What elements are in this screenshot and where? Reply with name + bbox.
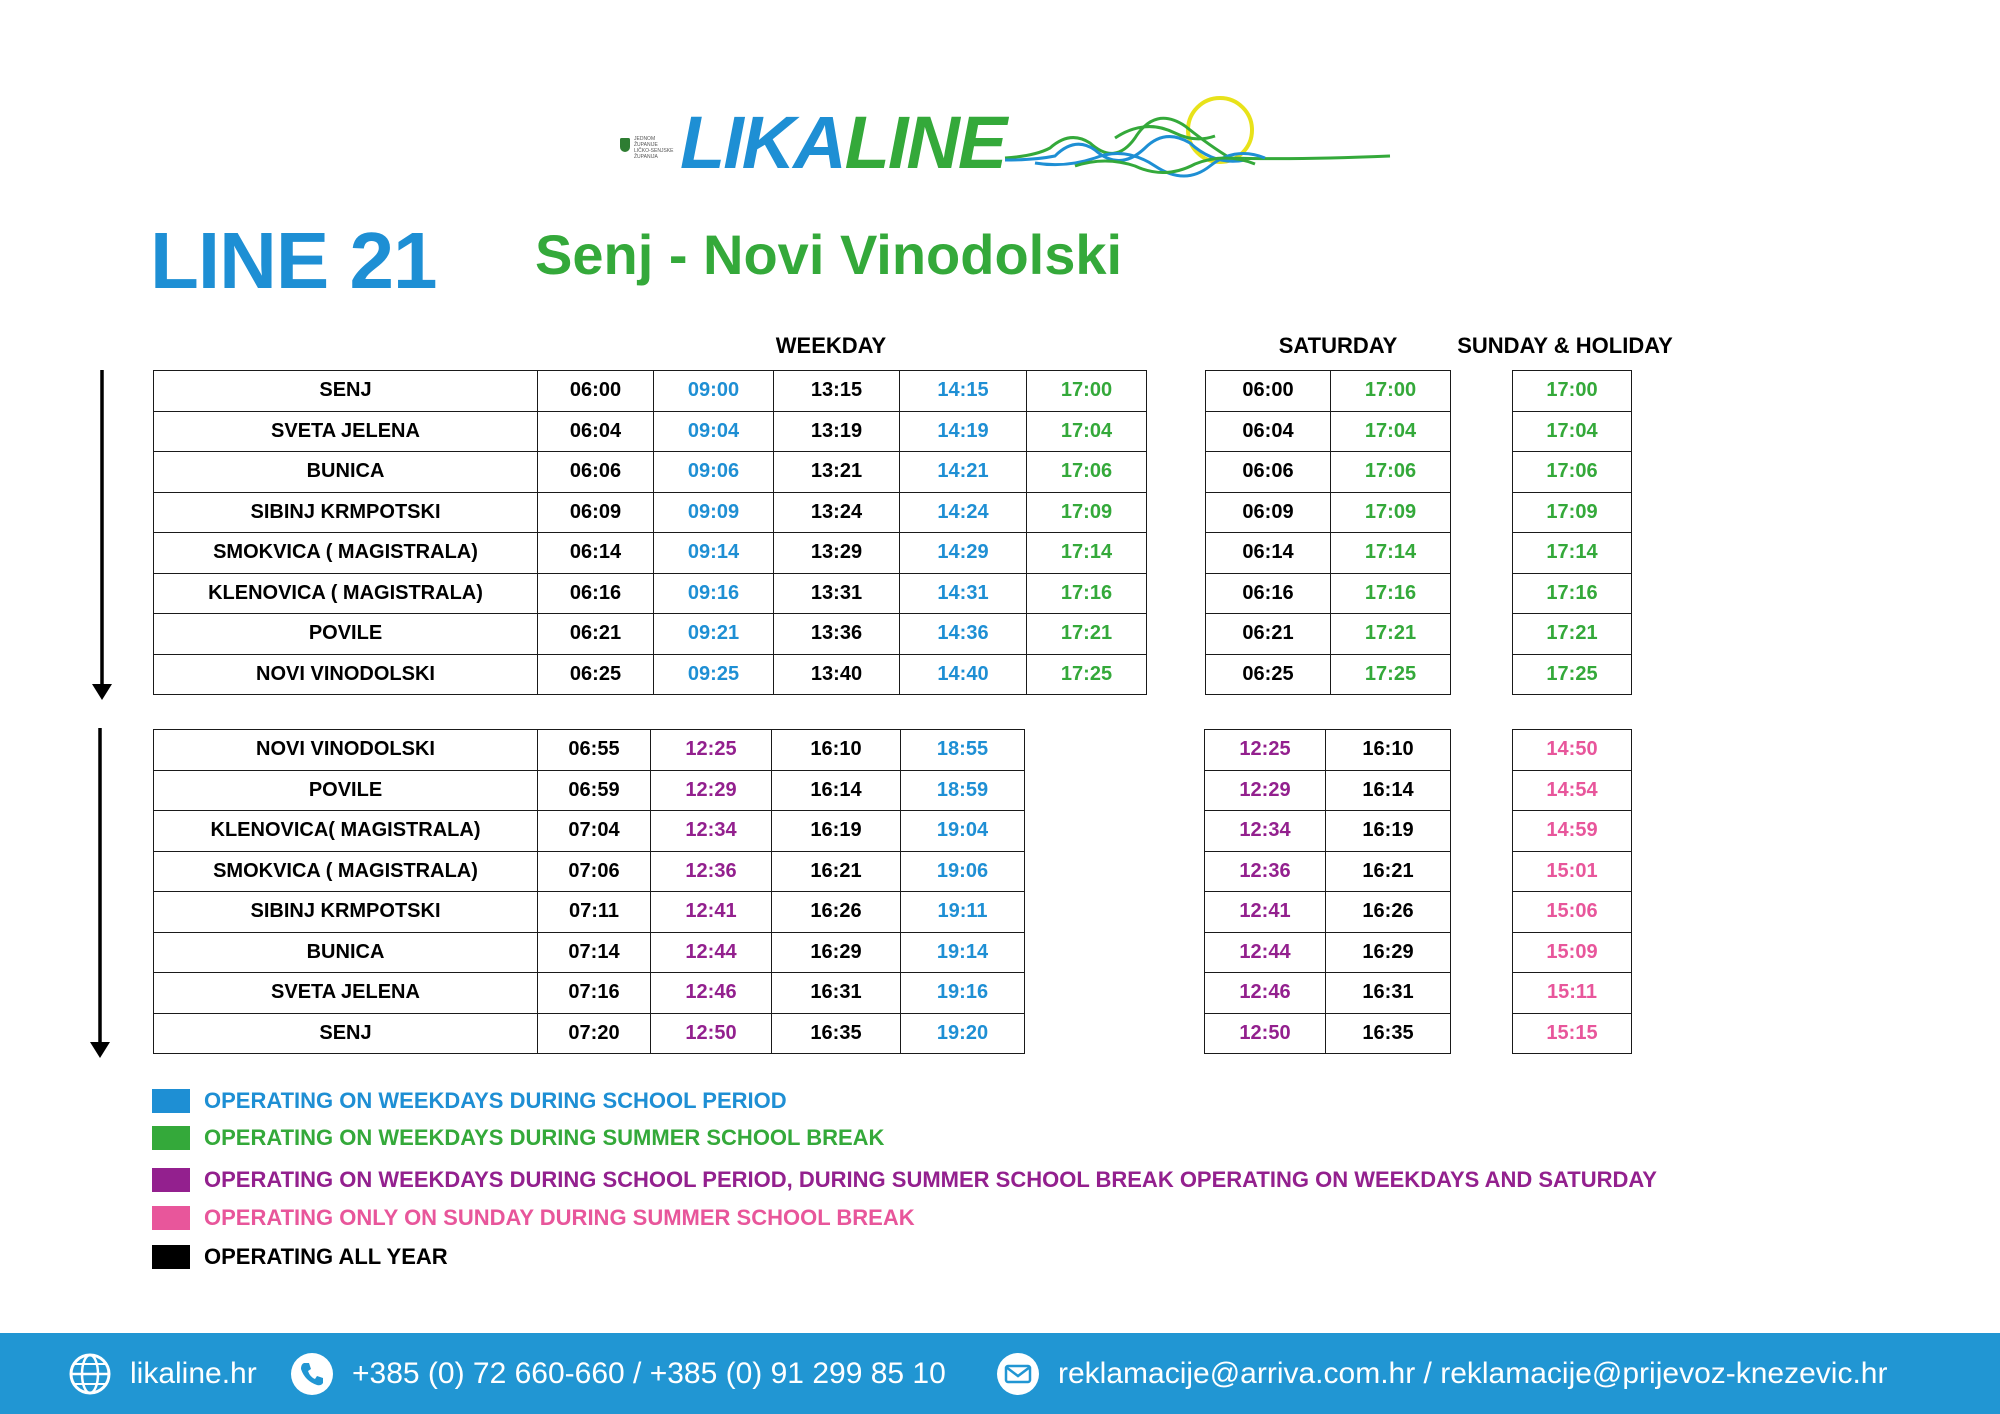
- weekday-header: WEEKDAY: [775, 333, 887, 358]
- line-number: LINE 21: [150, 216, 437, 305]
- table-row: [1513, 492, 1632, 533]
- table-row: [154, 851, 1025, 892]
- timetable-2-saturday: [1204, 729, 1451, 1054]
- table-row: [154, 411, 1147, 452]
- departure-time: 14:21: [900, 452, 1027, 493]
- departure-time: 18:59: [901, 770, 1025, 811]
- table-row: [1513, 371, 1632, 412]
- legend-text: OPERATING ON WEEKDAYS DURING SCHOOL PERIOD: [204, 1088, 787, 1113]
- departure-time: 12:34: [1205, 811, 1326, 852]
- departure-time: 14:15: [900, 371, 1027, 412]
- departure-time: 16:31: [1326, 973, 1451, 1014]
- table-row: [154, 452, 1147, 493]
- departure-time: 07:14: [538, 932, 651, 973]
- table-row: [1513, 770, 1632, 811]
- departure-time: 17:04: [1513, 411, 1632, 452]
- phone-text: +385 (0) 72 660-660 / +385 (0) 91 299 85 10: [352, 1356, 946, 1390]
- legend-item: [152, 1244, 448, 1270]
- departure-time: 19:11: [901, 892, 1025, 933]
- departure-time: 16:10: [772, 730, 901, 771]
- departure-time: 19:06: [901, 851, 1025, 892]
- departure-time: 09:21: [654, 614, 774, 655]
- table-row: [1513, 811, 1632, 852]
- departure-time: 15:01: [1513, 851, 1632, 892]
- table-row: [1206, 533, 1451, 574]
- departure-time: 17:14: [1331, 533, 1451, 574]
- departure-time: 12:25: [1205, 730, 1326, 771]
- departure-time: 17:25: [1331, 654, 1451, 695]
- departure-time: 13:36: [774, 614, 900, 655]
- departure-time: 06:04: [1206, 411, 1331, 452]
- email-text: reklamacije@arriva.com.hr / reklamacije@prijevoz-knezevic.hr: [1058, 1356, 1888, 1390]
- legend-text: OPERATING ON WEEKDAYS DURING SUMMER SCHOOL BREAK: [204, 1125, 885, 1150]
- departure-time: 16:35: [1326, 1013, 1451, 1054]
- footer-bar: [0, 1333, 2000, 1414]
- legend-text: OPERATING ONLY ON SUNDAY DURING SUMMER SCHOOL BREAK: [204, 1205, 915, 1230]
- timetable-1-sunday: [1512, 370, 1632, 695]
- departure-time: 14:59: [1513, 811, 1632, 852]
- table-row: [1205, 1013, 1451, 1054]
- departure-time: 06:25: [538, 654, 654, 695]
- departure-time: 09:16: [654, 573, 774, 614]
- departure-time: 06:21: [1206, 614, 1331, 655]
- departure-time: 16:21: [772, 851, 901, 892]
- legend-item: [152, 1205, 915, 1231]
- departure-time: 15:15: [1513, 1013, 1632, 1054]
- departure-time: 09:00: [654, 371, 774, 412]
- departure-time: 12:34: [651, 811, 772, 852]
- legend-text: OPERATING ON WEEKDAYS DURING SCHOOL PERIOD, DURING SUMMER SCHOOL BREAK OPERATING ON WEEKDAYS AND SATURDAY: [204, 1167, 1657, 1192]
- departure-time: 17:00: [1513, 371, 1632, 412]
- table-row: [154, 371, 1147, 412]
- departure-time: 17:14: [1027, 533, 1147, 574]
- logo-part-2: LINE: [844, 101, 1006, 184]
- table-row: [154, 770, 1025, 811]
- departure-time: 09:04: [654, 411, 774, 452]
- table-row: [1513, 573, 1632, 614]
- departure-time: 06:25: [1206, 654, 1331, 695]
- table-row: [154, 492, 1147, 533]
- timetable-1-saturday: [1205, 370, 1451, 695]
- legend-item: [152, 1167, 1657, 1193]
- departure-time: 06:14: [538, 533, 654, 574]
- phone-icon: [290, 1352, 334, 1396]
- departure-time: 07:11: [538, 892, 651, 933]
- table-row: [1206, 411, 1451, 452]
- departure-time: 17:06: [1331, 452, 1451, 493]
- departure-time: 07:06: [538, 851, 651, 892]
- departure-time: 13:15: [774, 371, 900, 412]
- sunday-holiday-header: SUNDAY & HOLIDAY: [1457, 333, 1673, 358]
- departure-time: 12:46: [1205, 973, 1326, 1014]
- table-row: [1206, 614, 1451, 655]
- table-row: [1513, 1013, 1632, 1054]
- departure-time: 13:24: [774, 492, 900, 533]
- table-row: [154, 533, 1147, 574]
- table-row: [1205, 770, 1451, 811]
- departure-time: 12:29: [651, 770, 772, 811]
- departure-time: 17:09: [1027, 492, 1147, 533]
- table-row: [154, 973, 1025, 1014]
- legend-item: [152, 1088, 787, 1114]
- table-row: [1513, 973, 1632, 1014]
- table-row: [1205, 932, 1451, 973]
- stop-name: NOVI VINODOLSKI: [154, 730, 538, 771]
- logo-part-1: LIKA: [680, 101, 845, 184]
- departure-time: 19:04: [901, 811, 1025, 852]
- table-row: [1513, 851, 1632, 892]
- departure-time: 17:16: [1027, 573, 1147, 614]
- timetable-2-weekday: [153, 729, 1025, 1054]
- stop-name: SVETA JELENA: [154, 973, 538, 1014]
- departure-time: 12:41: [1205, 892, 1326, 933]
- departure-time: 16:26: [772, 892, 901, 933]
- departure-time: 17:06: [1027, 452, 1147, 493]
- departure-time: 17:09: [1331, 492, 1451, 533]
- table-row: [1513, 654, 1632, 695]
- departure-time: 16:29: [772, 932, 901, 973]
- table-row: [1206, 371, 1451, 412]
- route-name: Senj - Novi Vinodolski: [535, 223, 1123, 286]
- departure-time: 07:20: [538, 1013, 651, 1054]
- departure-time: 17:25: [1513, 654, 1632, 695]
- table-row: [1206, 573, 1451, 614]
- waves-sun-icon: [995, 88, 1395, 188]
- stop-name: NOVI VINODOLSKI: [154, 654, 538, 695]
- direction-arrow-icon: [88, 370, 116, 702]
- departure-time: 16:26: [1326, 892, 1451, 933]
- departure-time: 17:16: [1513, 573, 1632, 614]
- table-row: [1513, 614, 1632, 655]
- departure-time: 09:25: [654, 654, 774, 695]
- departure-time: 17:25: [1027, 654, 1147, 695]
- departure-time: 17:21: [1513, 614, 1632, 655]
- departure-time: 14:36: [900, 614, 1027, 655]
- departure-time: 19:20: [901, 1013, 1025, 1054]
- table-row: [154, 892, 1025, 933]
- saturday-header: SATURDAY: [1278, 333, 1398, 358]
- departure-time: 17:04: [1331, 411, 1451, 452]
- phone-link[interactable]: [290, 1333, 946, 1414]
- departure-time: 13:29: [774, 533, 900, 574]
- stop-name: SENJ: [154, 371, 538, 412]
- mail-icon: [996, 1352, 1040, 1396]
- legend-swatch: [152, 1168, 190, 1192]
- table-row: [1513, 533, 1632, 574]
- legend-text: OPERATING ALL YEAR: [204, 1244, 448, 1269]
- departure-time: 09:06: [654, 452, 774, 493]
- table-row: [1206, 654, 1451, 695]
- departure-time: 06:14: [1206, 533, 1331, 574]
- table-row: [154, 932, 1025, 973]
- departure-time: 17:09: [1513, 492, 1632, 533]
- departure-time: 15:11: [1513, 973, 1632, 1014]
- departure-time: 16:35: [772, 1013, 901, 1054]
- departure-time: 12:29: [1205, 770, 1326, 811]
- departure-time: 15:06: [1513, 892, 1632, 933]
- departure-time: 17:21: [1027, 614, 1147, 655]
- departure-time: 16:21: [1326, 851, 1451, 892]
- table-row: [1205, 973, 1451, 1014]
- departure-time: 06:06: [1206, 452, 1331, 493]
- departure-time: 15:09: [1513, 932, 1632, 973]
- departure-time: 16:14: [1326, 770, 1451, 811]
- departure-time: 06:59: [538, 770, 651, 811]
- departure-time: 12:36: [1205, 851, 1326, 892]
- legend-swatch: [152, 1089, 190, 1113]
- departure-time: 13:21: [774, 452, 900, 493]
- table-row: [1205, 811, 1451, 852]
- email-link[interactable]: [996, 1333, 1887, 1414]
- departure-time: 12:44: [1205, 932, 1326, 973]
- brand-logo: [610, 88, 1400, 198]
- departure-time: 06:04: [538, 411, 654, 452]
- departure-time: 17:06: [1513, 452, 1632, 493]
- departure-time: 13:31: [774, 573, 900, 614]
- table-row: [1205, 892, 1451, 933]
- departure-time: 12:50: [1205, 1013, 1326, 1054]
- legend-swatch: [152, 1126, 190, 1150]
- departure-time: 12:46: [651, 973, 772, 1014]
- departure-time: 19:16: [901, 973, 1025, 1014]
- departure-time: 12:36: [651, 851, 772, 892]
- table-row: [1205, 851, 1451, 892]
- departure-time: 13:40: [774, 654, 900, 695]
- departure-time: 06:55: [538, 730, 651, 771]
- departure-time: 06:06: [538, 452, 654, 493]
- stop-name: POVILE: [154, 770, 538, 811]
- departure-time: 17:14: [1513, 533, 1632, 574]
- crest-icon: [620, 138, 630, 152]
- table-row: [154, 1013, 1025, 1054]
- departure-time: 16:14: [772, 770, 901, 811]
- table-row: [1206, 452, 1451, 493]
- departure-time: 06:09: [538, 492, 654, 533]
- departure-time: 14:54: [1513, 770, 1632, 811]
- departure-time: 17:00: [1331, 371, 1451, 412]
- departure-time: 06:16: [1206, 573, 1331, 614]
- website-link[interactable]: [68, 1333, 257, 1414]
- departure-time: 07:04: [538, 811, 651, 852]
- crest-caption: JEDNOM ŽUPANIJE LIČKO-SENJSKE ŽUPANIJA: [634, 136, 674, 160]
- table-row: [154, 573, 1147, 614]
- departure-time: 19:14: [901, 932, 1025, 973]
- departure-time: 14:19: [900, 411, 1027, 452]
- departure-time: 17:21: [1331, 614, 1451, 655]
- legend-swatch: [152, 1206, 190, 1230]
- departure-time: 12:41: [651, 892, 772, 933]
- table-row: [1206, 492, 1451, 533]
- stop-name: KLENOVICA ( MAGISTRALA): [154, 573, 538, 614]
- stop-name: SIBINJ KRMPOTSKI: [154, 492, 538, 533]
- departure-time: 12:44: [651, 932, 772, 973]
- table-row: [154, 730, 1025, 771]
- departure-time: 13:19: [774, 411, 900, 452]
- departure-time: 06:21: [538, 614, 654, 655]
- departure-time: 14:40: [900, 654, 1027, 695]
- stop-name: BUNICA: [154, 932, 538, 973]
- stop-name: SMOKVICA ( MAGISTRALA): [154, 851, 538, 892]
- departure-time: 17:16: [1331, 573, 1451, 614]
- departure-time: 12:25: [651, 730, 772, 771]
- departure-time: 07:16: [538, 973, 651, 1014]
- departure-time: 16:29: [1326, 932, 1451, 973]
- stop-name: SIBINJ KRMPOTSKI: [154, 892, 538, 933]
- timetable-1-weekday: [153, 370, 1147, 695]
- legend-item: [152, 1125, 884, 1151]
- departure-time: 16:19: [772, 811, 901, 852]
- departure-time: 12:50: [651, 1013, 772, 1054]
- direction-arrow-icon: [86, 728, 114, 1060]
- departure-time: 18:55: [901, 730, 1025, 771]
- table-row: [1513, 892, 1632, 933]
- departure-time: 16:31: [772, 973, 901, 1014]
- website-text: likaline.hr: [130, 1356, 257, 1390]
- stop-name: SENJ: [154, 1013, 538, 1054]
- departure-time: 06:09: [1206, 492, 1331, 533]
- table-row: [154, 654, 1147, 695]
- departure-time: 17:00: [1027, 371, 1147, 412]
- departure-time: 06:16: [538, 573, 654, 614]
- stop-name: SVETA JELENA: [154, 411, 538, 452]
- table-row: [154, 811, 1025, 852]
- table-row: [1513, 730, 1632, 771]
- table-row: [154, 614, 1147, 655]
- globe-icon: [68, 1352, 112, 1396]
- departure-time: 14:24: [900, 492, 1027, 533]
- legend-swatch: [152, 1245, 190, 1269]
- departure-time: 09:14: [654, 533, 774, 574]
- timetable-2-sunday: [1512, 729, 1632, 1054]
- table-row: [1205, 730, 1451, 771]
- departure-time: 06:00: [1206, 371, 1331, 412]
- table-row: [1513, 452, 1632, 493]
- stop-name: POVILE: [154, 614, 538, 655]
- stop-name: BUNICA: [154, 452, 538, 493]
- departure-time: 14:50: [1513, 730, 1632, 771]
- stop-name: KLENOVICA( MAGISTRALA): [154, 811, 538, 852]
- departure-time: 17:04: [1027, 411, 1147, 452]
- stop-name: SMOKVICA ( MAGISTRALA): [154, 533, 538, 574]
- departure-time: 14:29: [900, 533, 1027, 574]
- departure-time: 09:09: [654, 492, 774, 533]
- table-row: [1513, 411, 1632, 452]
- departure-time: 16:10: [1326, 730, 1451, 771]
- table-row: [1513, 932, 1632, 973]
- departure-time: 16:19: [1326, 811, 1451, 852]
- departure-time: 14:31: [900, 573, 1027, 614]
- logo-wordmark: [680, 101, 1006, 184]
- departure-time: 06:00: [538, 371, 654, 412]
